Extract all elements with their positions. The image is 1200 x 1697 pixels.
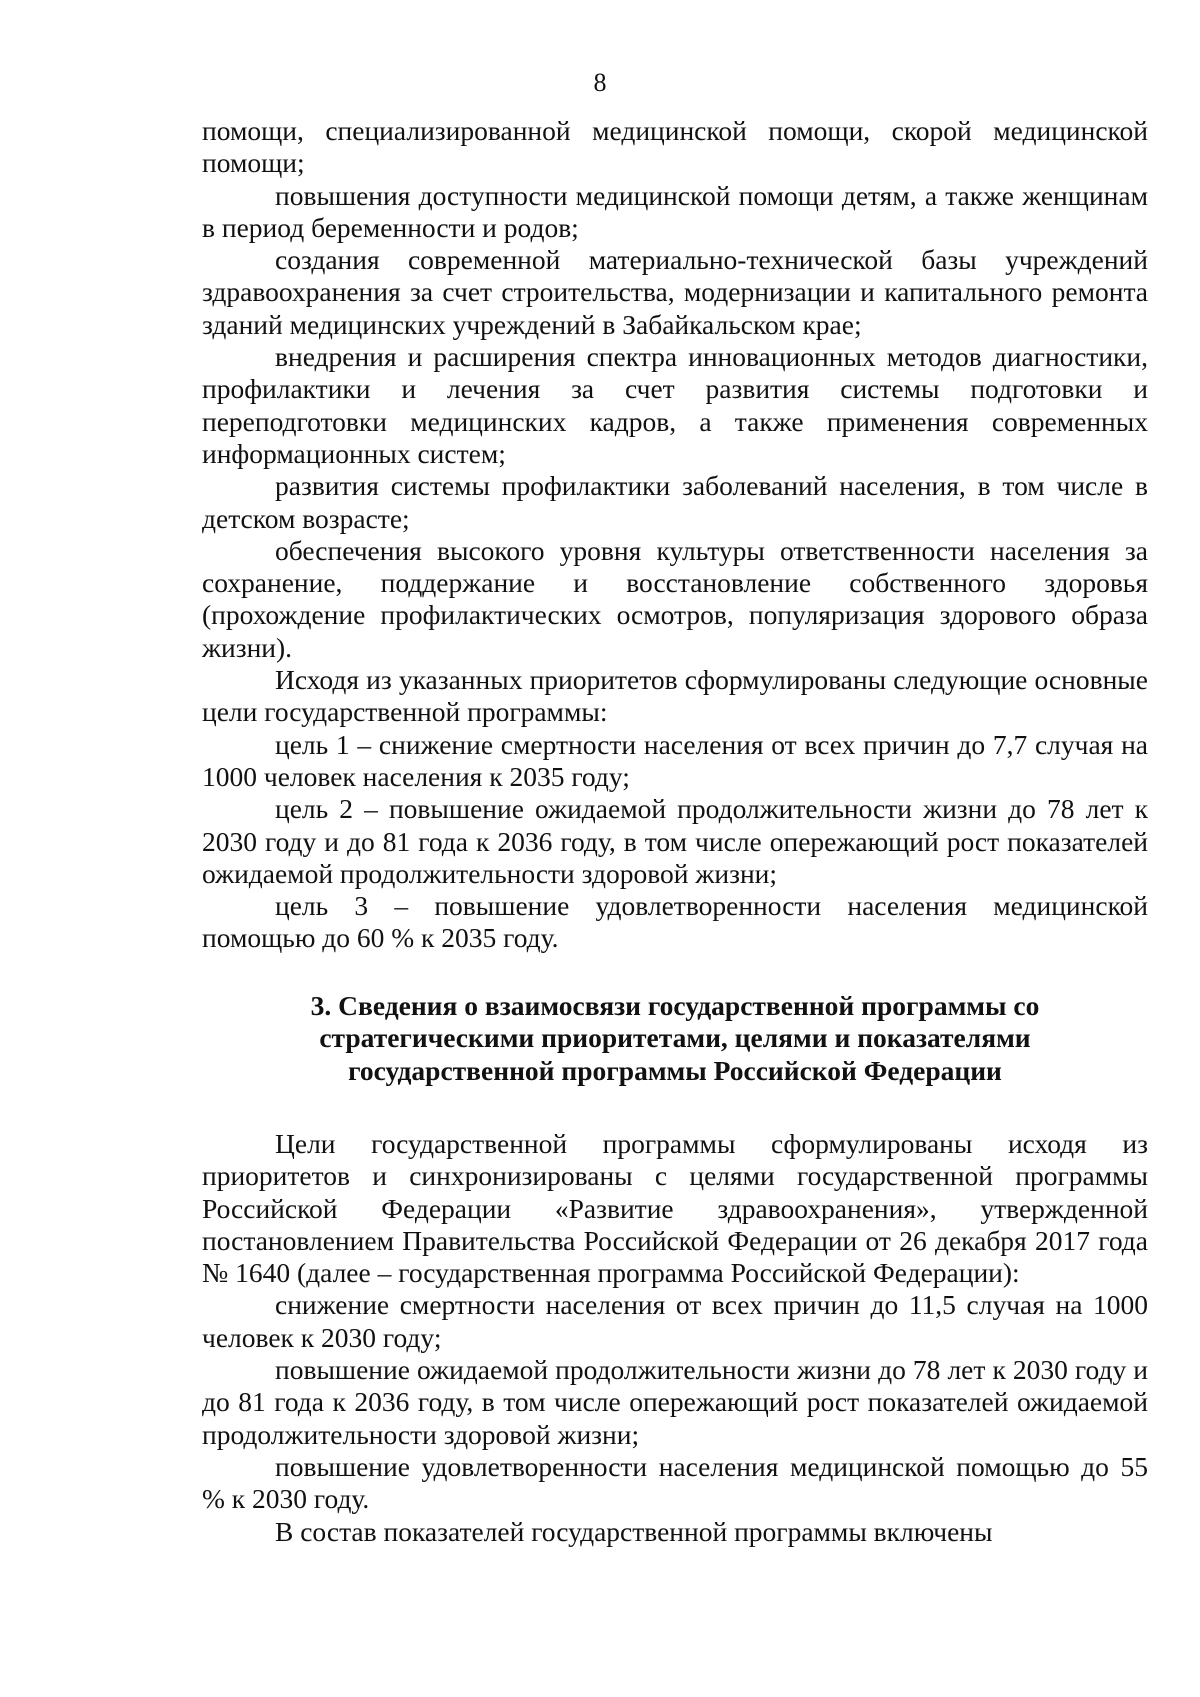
goal-item: цель 2 – повышение ожидаемой продолжительности жизни до 78 лет к 2030 году и до 81 года к 2036 году, в том числе опережающий рост показателей ожидаемой продолжительности здоровой жизни; — [202, 793, 1148, 889]
federal-goal-item: повышение удовлетворенности населения медицинской помощью до 55 % к 2030 году. — [202, 1450, 1148, 1515]
text-block-section-3 — [202, 1128, 1148, 1548]
paragraph-continuation: помощи, специализированной медицинской помощи, скорой медицинской помощи; — [202, 115, 1148, 179]
paragraph: создания современной материально-технической базы учреждений здравоохранения за счет строительства, модернизации и капитального ремонта зданий медицинских учреждений в Забайкальском крае; — [202, 244, 1148, 340]
federal-goal-item: снижение смертности населения от всех причин до 11,5 случая на 1000 человек к 2030 году; — [202, 1289, 1148, 1353]
paragraph: внедрения и расширения спектра инновационных методов диагностики, профилактики и лечения за счет развития системы подготовки и переподготовки медицинских кадров, а также применения современных информационных систем; — [202, 341, 1148, 469]
page-number: 8 — [593, 68, 607, 97]
goal-item: цель 1 – снижение смертности населения от всех причин до 7,7 случая на 1000 человек населения к 2035 году; — [202, 728, 1148, 792]
section-heading-line: государственной программы Российской Федерации — [348, 1054, 1002, 1086]
paragraph: обеспечения высокого уровня культуры ответственности населения за сохранение, поддержание и восстановление собственного здоровья (прохождение профилактических осмотров, популяризация здорового образа жизни). — [202, 534, 1148, 663]
paragraph: Цели государственной программы сформулированы исходя из приоритетов и синхронизированы с целями государственной программы Российской Федерации «Развитие здравоохранения», утвержденной постановлением Правительства Российской Федерации от 26 декабря 2017 года № 1640 (далее – государственная программа Российской Федерации): — [202, 1128, 1148, 1289]
section-heading-line: стратегическими приоритетами, целями и показателями — [319, 1022, 1031, 1054]
paragraph: Исходя из указанных приоритетов сформулированы следующие основные цели государственной программы: — [202, 664, 1148, 728]
text-block-priorities — [202, 115, 1148, 955]
section-heading-line: 3. Сведения о взаимосвязи государственной программы со — [310, 990, 1040, 1021]
goal-item: цель 3 – повышение удовлетворенности населения медицинской помощью до 60 % к 2035 году. — [202, 890, 1148, 954]
federal-goal-item: повышение ожидаемой продолжительности жизни до 78 лет к 2030 году и до 81 года к 2036 году, в том числе опережающий рост показателей ожидаемой продолжительности здоровой жизни; — [202, 1354, 1148, 1450]
paragraph: развития системы профилактики заболеваний населения, в том числе в детском возрасте; — [202, 470, 1148, 534]
paragraph-truncated: В состав показателей государственной программы включены — [275, 1515, 993, 1547]
paragraph: повышения доступности медицинской помощи детям, а также женщинам в период беременности и родов; — [202, 179, 1148, 243]
section-heading — [202, 990, 1148, 1087]
